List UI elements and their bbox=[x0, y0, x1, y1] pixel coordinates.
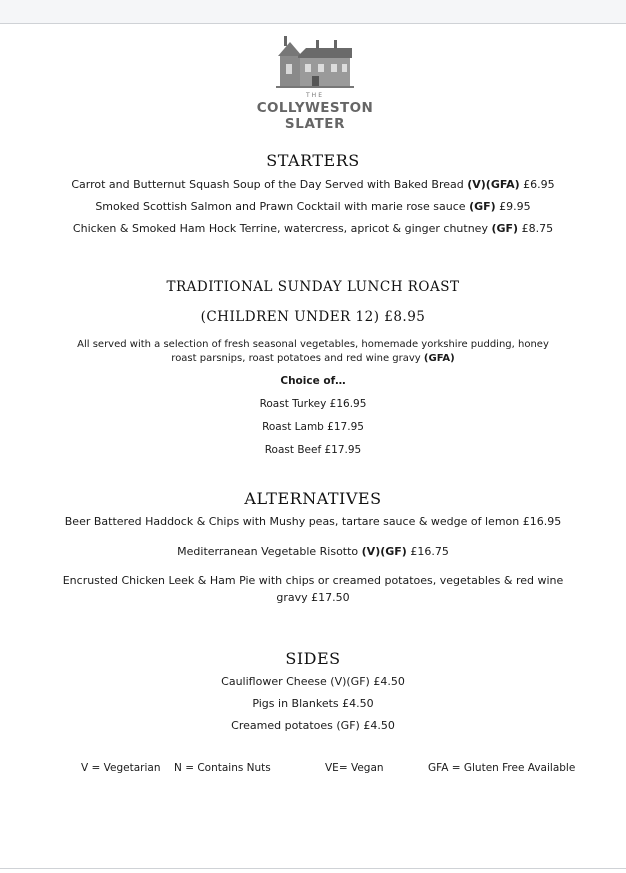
side-item: Pigs in Blankets £4.50 bbox=[252, 697, 374, 710]
legend-vegan: VE= Vegan bbox=[325, 762, 384, 774]
item-tags: (V)(GFA) bbox=[467, 178, 520, 191]
legend-nuts: N = Contains Nuts bbox=[174, 762, 271, 774]
legend-gluten-free: GFA = Gluten Free Available bbox=[428, 762, 576, 774]
item-text: Beer Battered Haddock & Chips with Mushy peas, tartare sauce & wedge of lemon £16.95 bbox=[64, 515, 562, 528]
roast-heading: TRADITIONAL SUNDAY LUNCH ROAST bbox=[166, 279, 460, 295]
item-text: Carrot and Butternut Squash Soup of the Day Served with Baked Bread bbox=[71, 178, 464, 191]
page-bottom-border bbox=[0, 868, 626, 869]
starter-item bbox=[40, 198, 586, 215]
roast-option: Roast Turkey £16.95 bbox=[259, 398, 367, 410]
legend-vegetarian: V = Vegetarian bbox=[81, 762, 161, 774]
starter-item bbox=[40, 220, 586, 237]
logo-name-line2: SLATER bbox=[284, 116, 346, 132]
item-text: Chicken & Smoked Ham Hock Terrine, watercress, apricot & ginger chutney bbox=[72, 222, 488, 235]
item-price: £6.95 bbox=[523, 178, 555, 191]
starter-item bbox=[40, 176, 586, 193]
starters-heading: STARTERS bbox=[266, 151, 360, 170]
item-tags: (V)(GF) bbox=[361, 545, 407, 558]
item-price: £9.95 bbox=[499, 200, 531, 213]
alternative-item bbox=[55, 572, 571, 606]
item-text: Mediterranean Vegetable Risotto bbox=[177, 545, 359, 558]
collyweston-slater-logo bbox=[248, 32, 382, 132]
choice-label: Choice of… bbox=[280, 375, 346, 387]
logo-the: THE bbox=[306, 92, 324, 99]
alternatives-heading: ALTERNATIVES bbox=[244, 489, 382, 508]
logo-name-line1: COLLYWESTON bbox=[256, 100, 374, 116]
description-tag: (GFA) bbox=[423, 353, 455, 364]
description-text: All served with a selection of fresh seasonal vegetables, homemade yorkshire pudding, honey roast parsnips, roast potatoes and red wine gravy bbox=[77, 339, 549, 364]
document-toolbar bbox=[0, 0, 626, 24]
side-item: Cauliflower Cheese (V)(GF) £4.50 bbox=[221, 675, 405, 688]
roast-description bbox=[70, 338, 556, 366]
sides-heading: SIDES bbox=[285, 649, 341, 668]
children-price: (CHILDREN UNDER 12) £8.95 bbox=[200, 309, 426, 325]
item-text: Smoked Scottish Salmon and Prawn Cocktail with marie rose sauce bbox=[95, 200, 466, 213]
roast-option: Roast Beef £17.95 bbox=[264, 444, 362, 456]
side-item: Creamed potatoes (GF) £4.50 bbox=[231, 719, 395, 732]
roast-option: Roast Lamb £17.95 bbox=[262, 421, 364, 433]
item-tags: (GF) bbox=[469, 200, 496, 213]
item-price: £16.75 bbox=[410, 545, 449, 558]
item-text: Encrusted Chicken Leek & Ham Pie with chips or creamed potatoes, vegetables & red wine gravy £17.50 bbox=[62, 574, 564, 604]
alternative-item bbox=[40, 513, 586, 530]
item-price: £8.75 bbox=[521, 222, 554, 235]
pub-building-icon bbox=[276, 34, 354, 90]
alternative-item bbox=[40, 543, 586, 560]
item-tags: (GF) bbox=[491, 222, 519, 235]
